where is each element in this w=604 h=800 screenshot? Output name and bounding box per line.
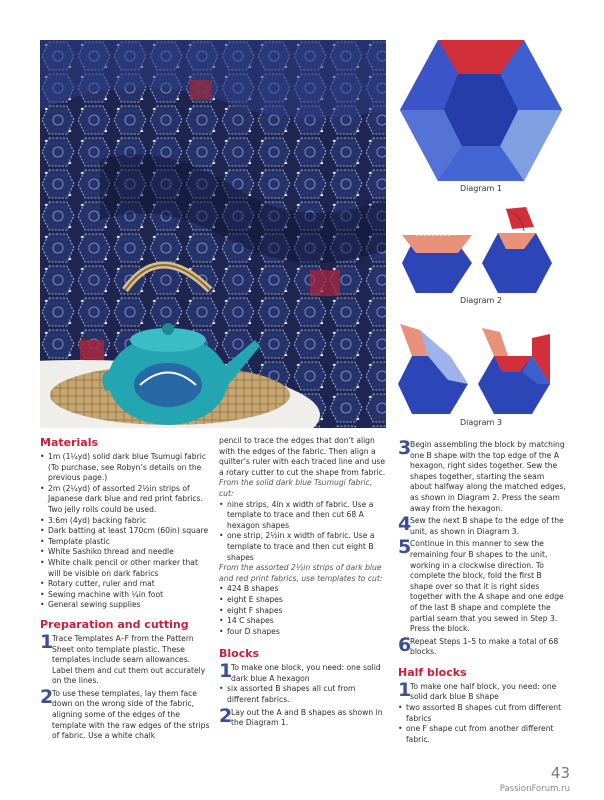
step-text: Sew the next B shape to the edge of the unit, as shown in Diagram 3. xyxy=(410,516,564,536)
list-item: • Template plastic xyxy=(40,537,210,548)
column-3 xyxy=(398,437,566,745)
list-item: • 3.6m (4yd) backing fabric xyxy=(40,516,210,527)
blocks-step-4 xyxy=(398,513,566,537)
list-item: • Sewing machine with ¼in foot xyxy=(40,590,210,601)
diagram-2-caption: Diagram 2 xyxy=(460,296,502,305)
step-text: Trace Templates A–F from the Pattern Sheet onto template plastic. These templates include seam allowances. Label them and cut them out accurately on the lines. xyxy=(52,633,206,686)
step-text: Repeat Steps 1–5 to make a total of 68 blocks. xyxy=(410,636,559,657)
list-item: • Rotary cutter, ruler and mat xyxy=(40,579,210,590)
diagram-1-caption: Diagram 1 xyxy=(460,184,502,193)
solid-fabric-label: From the solid dark blue Tsumugi fabric, cut: xyxy=(219,478,373,498)
step-text: To make one half block, you need: one solid dark blue B shape xyxy=(410,681,557,702)
prep-step-2 xyxy=(40,685,210,742)
step-number: 2 xyxy=(40,685,54,708)
list-item: • General sewing supplies xyxy=(40,600,210,611)
assorted-cut-list xyxy=(219,584,387,637)
preparation-heading: Preparation and cutting xyxy=(40,617,189,631)
list-item: • Dark batting at least 170cm (60in) square xyxy=(40,526,210,537)
blocks-step-6 xyxy=(398,633,566,658)
step-text: Begin assembling the block by matching one B shape with the top edge of the A hexagon, right sides together. Sew the shapes together, starting the seam about halfway along the matched edges, as shown in Diagram 2. Press the seam away from the hexagon. xyxy=(410,440,566,513)
step-number: 2 xyxy=(219,704,233,727)
list-item: • White Sashiko thread and needle xyxy=(40,547,210,558)
quilt-teapot-illustration xyxy=(40,40,386,428)
list-item: • 14 C shapes xyxy=(219,616,387,627)
watermark: PassionForum.ru xyxy=(499,784,570,794)
diagram-1 xyxy=(400,38,562,183)
diagram-3 xyxy=(398,320,562,416)
step-number: 6 xyxy=(398,633,412,656)
list-item: • one strip, 2½in x width of fabric. Use a template to trace and then cut eight B shapes xyxy=(219,531,387,563)
hero-photo xyxy=(40,40,386,428)
list-item: • 424 B shapes xyxy=(219,584,387,595)
assorted-fabric-label: From the assorted 2½in strips of dark blue and red print fabrics, use templates to cut: xyxy=(219,563,383,583)
step-number: 1 xyxy=(40,630,54,653)
list-item: • nine strips, 4in x width of fabric. Use a template to trace and then cut 68 A hexagon shapes xyxy=(219,500,387,532)
blocks-step-3 xyxy=(398,437,566,514)
list-item: • six assorted B shapes all cut from different fabrics. xyxy=(219,684,387,705)
prep-step-1 xyxy=(40,630,210,687)
column-2 xyxy=(219,436,387,729)
step-number: 1 xyxy=(398,678,412,701)
list-item: • one F shape cut from another different fabric. xyxy=(398,724,566,745)
half-blocks-heading: Half blocks xyxy=(398,665,467,679)
list-item: • eight E shapes xyxy=(219,595,387,606)
page-number: 43 xyxy=(550,764,570,782)
solid-cut-list xyxy=(219,500,387,564)
step-text: To make one block, you need: one solid dark blue A hexagon xyxy=(231,663,381,683)
materials-heading: Materials xyxy=(40,436,99,449)
blocks-heading: Blocks xyxy=(219,647,260,661)
half-blocks-list xyxy=(398,703,566,745)
diagram-2 xyxy=(402,205,552,295)
step-number: 3 xyxy=(398,437,412,459)
step-number: 1 xyxy=(219,660,233,683)
diagram-3-caption: Diagram 3 xyxy=(460,418,502,427)
list-item: • two assorted B shapes cut from different fabrics xyxy=(398,703,566,724)
continued-text: pencil to trace the edges that don’t align with the edges of the fabric. Then align a quilter’s ruler with each traced line and use a rotary cutter to cut the shape from fabric. xyxy=(219,436,386,477)
column-1 xyxy=(40,436,210,742)
list-item: • four D shapes xyxy=(219,627,387,638)
list-item: • White chalk pencil or other marker that will be visible on dark fabrics xyxy=(40,558,210,579)
step-number: 5 xyxy=(398,536,412,559)
list-item: • eight F shapes xyxy=(219,606,387,617)
blocks-step-2 xyxy=(219,704,387,729)
list-item: • 1m (1¼yd) solid dark blue Tsumugi fabric (To purchase, see Robyn’s details on the previous page.) xyxy=(40,452,210,484)
materials-list xyxy=(40,452,210,611)
list-item: • 2m (2¼yd) of assorted 2½in strips of Japanese dark blue and red print fabrics. Two jelly rolls could be used. xyxy=(40,484,210,516)
step-number: 4 xyxy=(398,513,412,536)
blocks-step-1 xyxy=(219,660,387,684)
half-step-1 xyxy=(398,678,566,703)
step-text: To use these templates, lay them face down on the wrong side of the fabric, aligning some of the edges of the template with the raw edges of the strips of fabric. Use a white chalk xyxy=(52,688,210,741)
step-text: Lay out the A and B shapes as shown in the Diagram 1. xyxy=(231,707,383,728)
blocks-list xyxy=(219,684,387,705)
step-text: Continue in this manner to sew the remaining four B shapes to the unit, working in a clockwise direction. To complete the block, fold the first B shape over so that it is right sides together with the A shape and one edge of the last B shape and complete the partial seam that you sewed in Step 3. Press the block. xyxy=(410,539,564,634)
blocks-step-5 xyxy=(398,536,566,634)
